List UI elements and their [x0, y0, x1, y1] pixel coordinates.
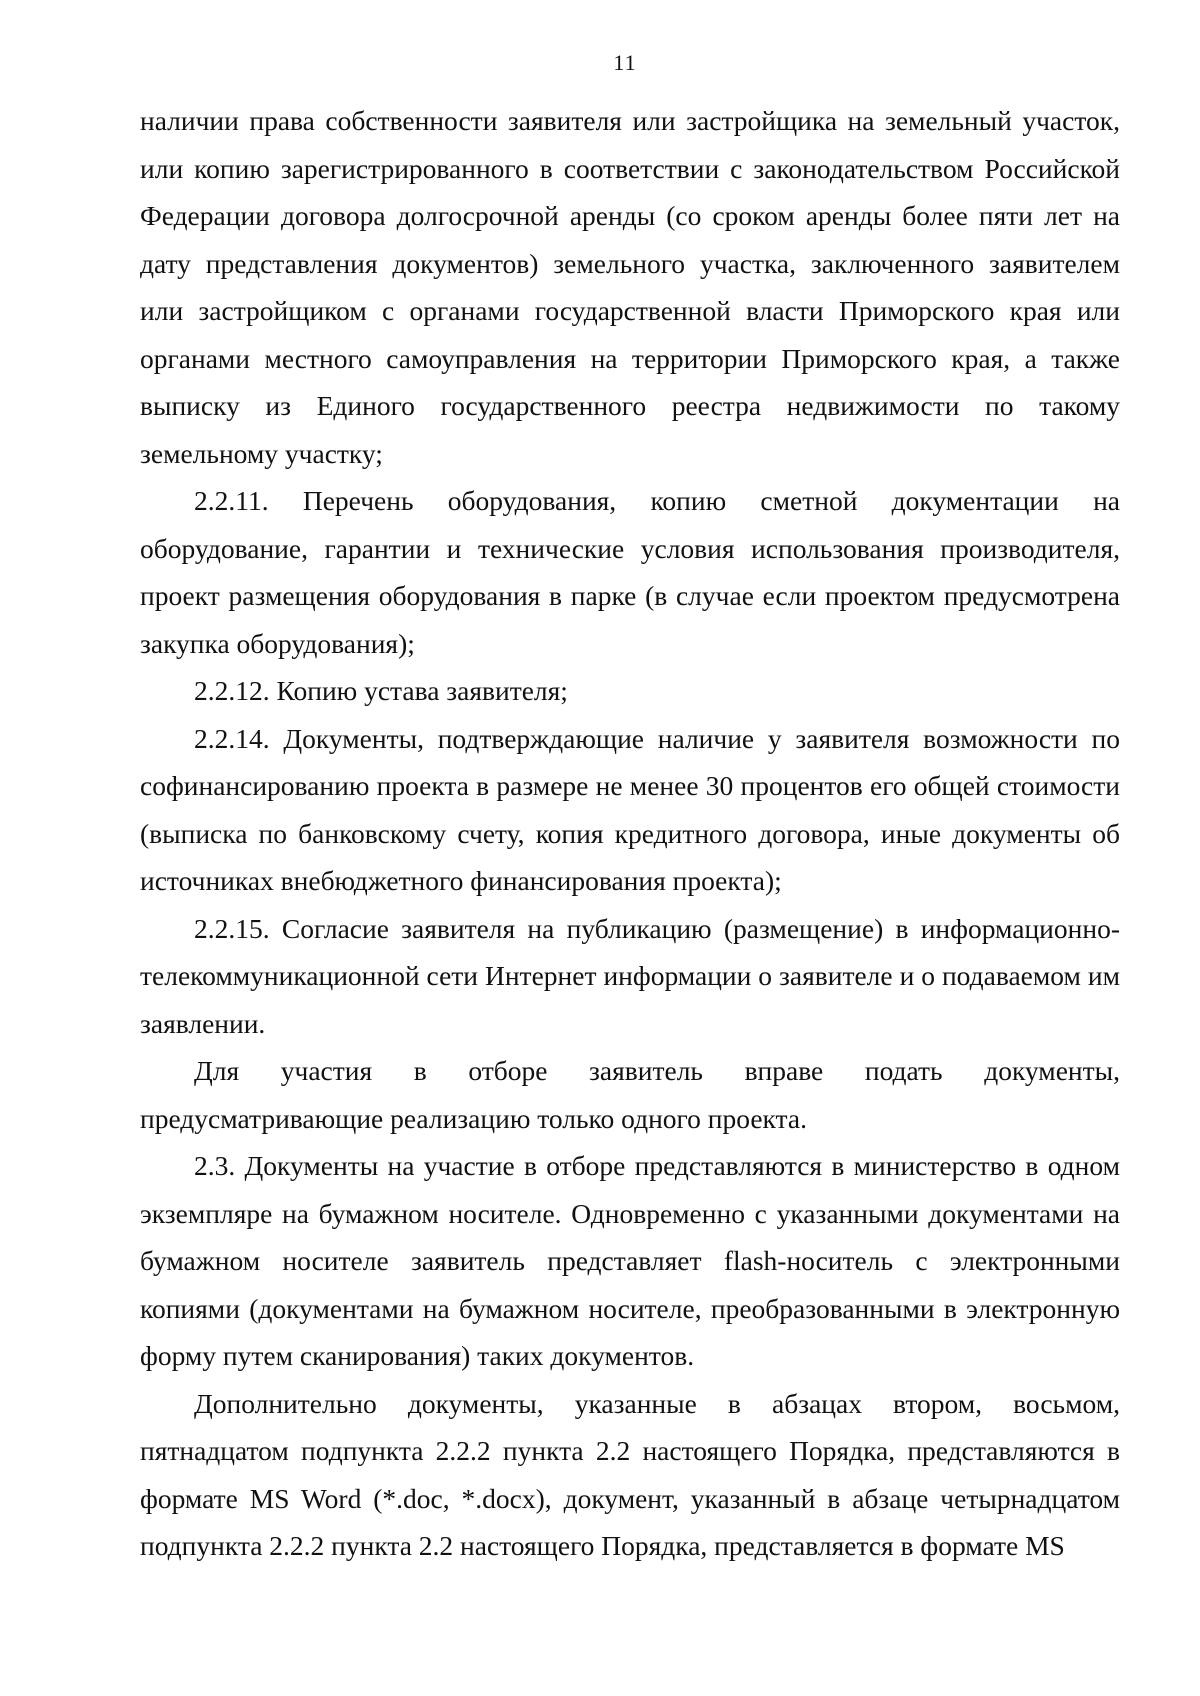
paragraph-land-rights-continuation: наличии права собственности заявителя или застройщика на земельный участок, или копию зарегистрированного в соответствии с законодательством Российской Федерации договора долгосрочной аренды (со сроком аренды более пяти лет на дату представления документов) земельного участка, заключенного заявителем или застройщиком с органами государственной власти Приморского края или органами местного самоуправления на территории Приморского края, а также выписку из Единого государственного реестра недвижимости по такому земельному участку; — [140, 105, 1120, 469]
paragraph-2-3: 2.3. Документы на участие в отборе представляются в министерство в одном экземпляре на бумажном носителе. Одновременно с указанными документами на бумажном носителе заявитель представляет flash-носитель с электронными копиями (документами на бумажном носителе, преобразованными в электронную форму путем сканирования) таких документов. — [140, 1150, 1120, 1371]
paragraph-2-2-12: 2.2.12. Копию устава заявителя; — [194, 675, 568, 706]
paragraph-additional-formats: Дополнительно документы, указанные в абзацах втором, восьмом, пятнадцатом подпункта 2.2.2 пункта 2.2 настоящего Порядка, представляются в формате MS Word (*.doc, *.docx), документ, указанный в абзаце четырнадцатом подпункта 2.2.2 пункта 2.2 настоящего Порядка, представляется в формате MS — [140, 1387, 1120, 1561]
paragraph-single-project: Для участия в отборе заявитель вправе подать документы, предусматривающие реализацию только одного проекта. — [140, 1055, 1120, 1134]
paragraph-2-2-15: 2.2.15. Согласие заявителя на публикацию (размещение) в информационно-телекоммуникационной сети Интернет информации о заявителе и о подаваемом им заявлении. — [140, 912, 1120, 1039]
paragraph-2-2-14: 2.2.14. Документы, подтверждающие наличие у заявителя возможности по софинансированию проекта в размере не менее 30 процентов его общей стоимости (выписка по банковскому счету, копия кредитного договора, иные документы об источниках внебюджетного финансирования проекта); — [140, 722, 1120, 896]
paragraph-2-2-11: 2.2.11. Перечень оборудования, копию сметной документации на оборудование, гарантии и технические условия использования производителя, проект размещения оборудования в парке (в случае если проектом предусмотрена закупка оборудования); — [140, 485, 1120, 659]
document-body — [140, 97, 1120, 1570]
page-number: 11 — [613, 50, 637, 75]
